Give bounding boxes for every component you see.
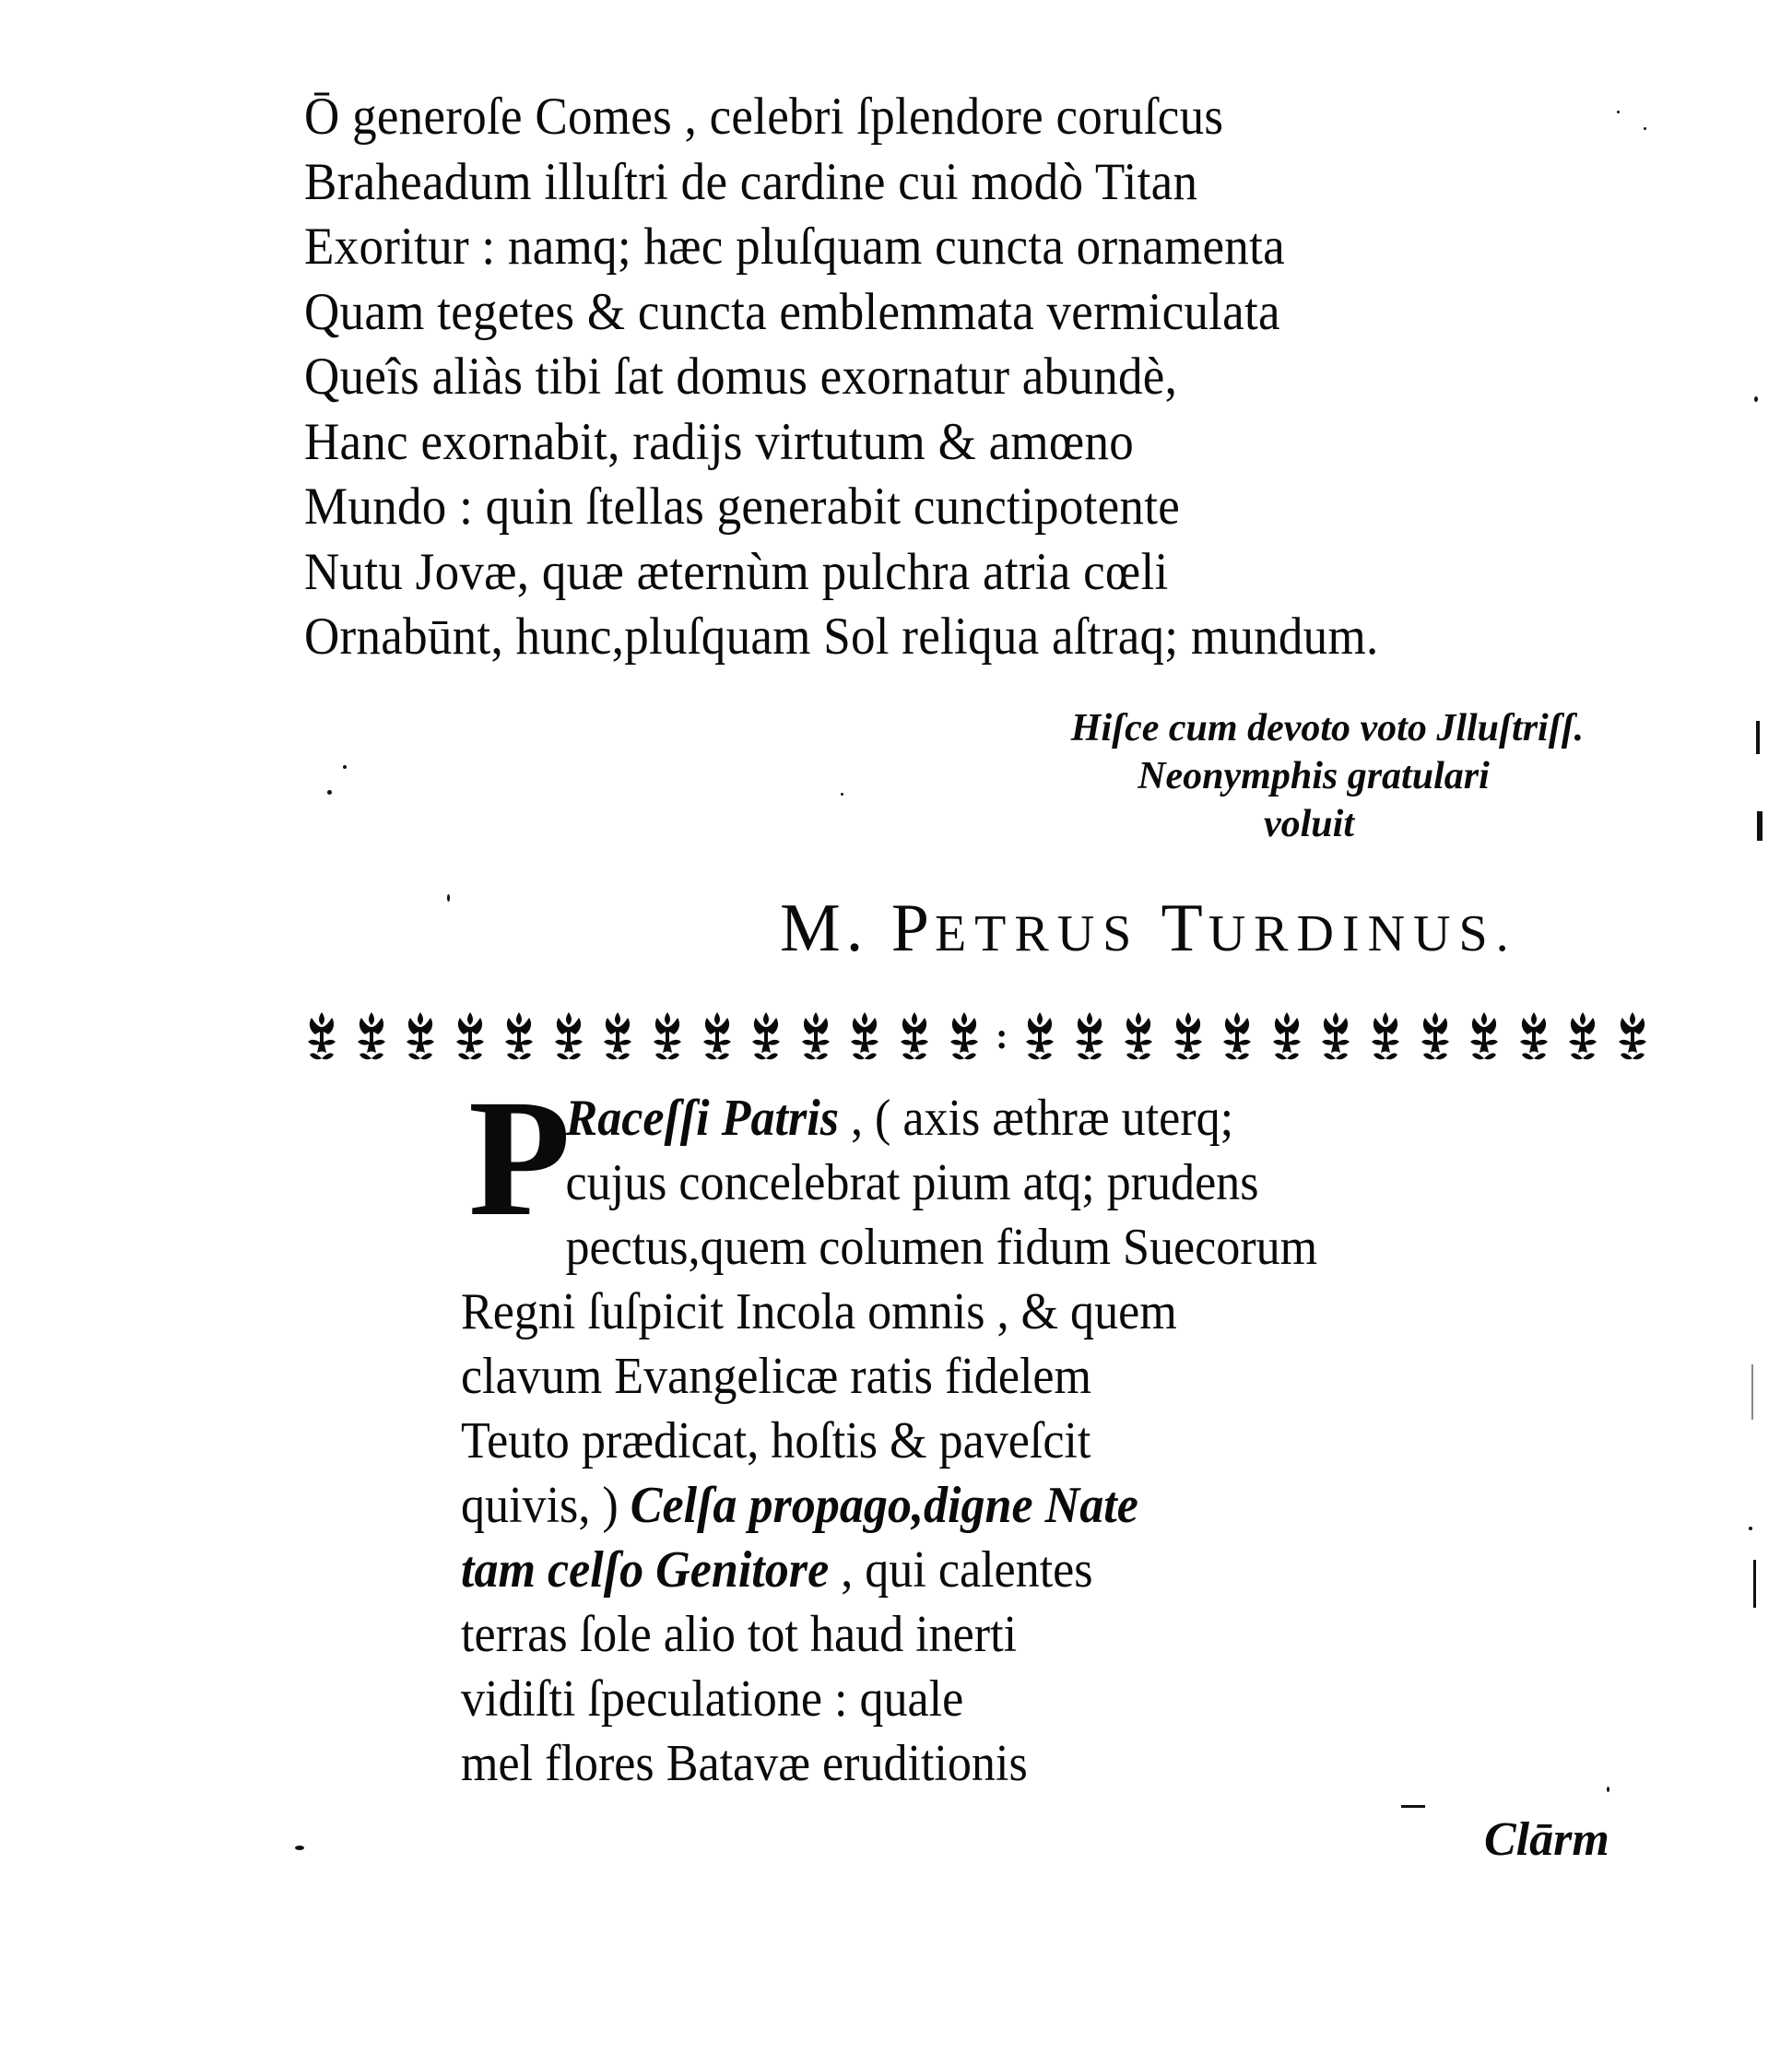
poem-line: Hanc exornabit, radijs virtutum & amœno [304,412,1135,471]
fleuron-ornament-icon [1516,1010,1551,1062]
prose-italic-text: Celſa propago,digne Nate [630,1477,1138,1534]
fleuron-ornament-icon [1565,1010,1600,1062]
fleuron-ornament-icon [551,1010,586,1062]
fleuron-ornament-icon [1121,1010,1156,1062]
scan-speck [295,1846,304,1850]
ornament-separator: : [996,1015,1008,1056]
fleuron-ornament-icon [304,1010,339,1062]
poem-line: Quam tegetes & cuncta emblemmata vermiculata [304,282,1280,341]
drop-cap-letter: P [468,1066,572,1251]
fleuron-ornament-icon [798,1010,833,1062]
prose-block [461,1066,1567,1796]
fleuron-ornament-icon [1171,1010,1206,1062]
prose-text: cujus concelebrat pium atq; prudens [565,1154,1259,1211]
prose-text: , ( axis æthræ uterq; [838,1090,1234,1147]
prose-italic-text: tam celſo Genitore [461,1541,830,1599]
fleuron-ornament-icon [600,1010,635,1062]
prose-line [461,1344,1490,1409]
prose-line [461,1086,1490,1150]
prose-line [461,1667,1490,1731]
prose-line [461,1409,1490,1473]
fleuron-ornament-icon [354,1010,389,1062]
dedication-block [959,704,1659,848]
prose-line [461,1731,1490,1796]
fleuron-ornament-icon [650,1010,685,1062]
scan-speck [343,765,347,769]
fleuron-ornament-band [304,1009,1650,1064]
dedication-line: Neonymphis gratulari [1138,755,1490,797]
poem-line: Braheadum illuſtri de cardine cui modò Titan [304,152,1198,211]
fleuron-ornament-icon [749,1010,784,1062]
scan-speck [1607,1787,1609,1792]
fleuron-ornament-icon [700,1010,735,1062]
dedication-line: voluit [1263,803,1354,845]
catchword: Clārm [1484,1813,1609,1866]
fleuron-ornament-icon [897,1010,932,1062]
prose-italic-text: Raceſſi Patris [565,1090,839,1147]
fleuron-ornament-icon [1368,1010,1403,1062]
fleuron-ornament-icon [1615,1010,1650,1062]
prose-line [461,1280,1490,1344]
fleuron-ornament-icon [403,1010,438,1062]
poem-line: Mundo : quin ſtellas generabit cunctipotente [304,478,1181,536]
scan-speck [1749,1527,1752,1530]
fleuron-ornament-icon [1318,1010,1353,1062]
scan-speck [447,894,450,902]
prose-text: quivis, ) [461,1477,631,1534]
prose-text: terras ſole alio tot haud inerti [461,1606,1018,1663]
signature-last-initial: T [1161,891,1208,966]
dedication-line: Hiſce cum devoto voto Jlluſtriſſ. [1070,707,1585,749]
poem-line: Ornabūnt, hunc,pluſquam Sol reliqua aſtraq; mundum. [304,608,1379,666]
prose-line [461,1150,1490,1215]
signature-last-name: URDINUS. [1208,905,1517,962]
scan-speck [1644,127,1646,130]
scan-speck [1754,396,1758,402]
scan-speck [327,790,332,795]
signature-prefix: M. P [780,891,935,966]
fleuron-ornament-icon [1220,1010,1255,1062]
fleuron-ornament-icon [1418,1010,1453,1062]
scan-speck [1617,111,1620,113]
scan-edge-mark [1756,721,1760,754]
prose-text: clavum Evangelicæ ratis fidelem [461,1348,1092,1405]
prose-text: vidiſti ſpeculatione : quale [461,1670,964,1728]
prose-text: Teuto prædicat, hoſtis & paveſcit [461,1412,1091,1469]
fleuron-ornament-icon [501,1010,536,1062]
prose-line [461,1602,1490,1667]
scan-edge-mark [1751,1364,1753,1420]
poem-block [304,85,1650,670]
fleuron-ornament-icon [1072,1010,1107,1062]
prose-line [461,1215,1490,1280]
fleuron-ornament-icon [453,1010,488,1062]
fleuron-ornament-icon [1467,1010,1502,1062]
scan-speck [841,793,843,796]
poem-line: Ō generoſe Comes , celebri ſplendore coruſcus [304,88,1224,146]
prose-line [461,1473,1490,1538]
prose-text: Regni ſuſpicit Incola omnis , & quem [461,1283,1177,1340]
poem-line: Queîs aliàs tibi ſat domus exornatur abundè, [304,348,1178,406]
poem-line: Exoritur : namq; hæc pluſquam cuncta ornamenta [304,218,1285,276]
fleuron-ornament-icon [1269,1010,1304,1062]
signature-first-name: ETRUS [934,905,1140,962]
fleuron-ornament-icon [1022,1010,1057,1062]
fleuron-ornament-icon [847,1010,882,1062]
poem-line: Nutu Jovæ, quæ æternùm pulchra atria cœli [304,542,1169,601]
prose-text: mel flores Batavæ eruditionis [461,1735,1028,1792]
scan-edge-mark [1757,811,1763,841]
author-signature [780,887,1517,975]
prose-line [461,1538,1490,1602]
scan-edge-mark [1401,1805,1425,1808]
fleuron-ornament-icon [947,1010,982,1062]
scan-edge-mark [1753,1560,1756,1608]
prose-text: , qui calentes [829,1541,1093,1599]
prose-text: pectus,quem columen fidum Suecorum [565,1219,1318,1276]
